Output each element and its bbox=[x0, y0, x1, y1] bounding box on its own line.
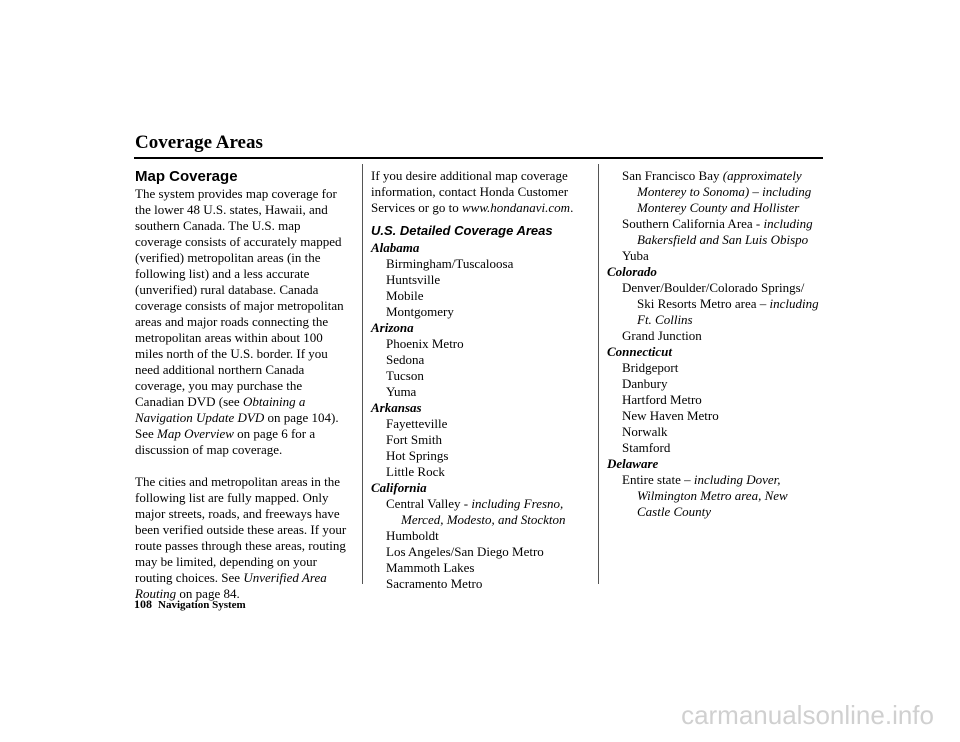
title-rule bbox=[134, 157, 823, 159]
left-column bbox=[135, 168, 350, 602]
page-number: 108 bbox=[134, 597, 152, 611]
city-item: Mammoth Lakes bbox=[386, 560, 475, 575]
state-delaware: Delaware bbox=[607, 456, 659, 471]
p1-mid: on page 104). See bbox=[135, 410, 339, 441]
city-item: Yuma bbox=[386, 384, 417, 399]
watermark-text: carmanualsonline.info bbox=[681, 700, 934, 730]
city-item: Sedona bbox=[386, 352, 425, 367]
denver-label: Denver/Boulder/Colorado Springs/ Ski Resorts Metro area bbox=[622, 280, 805, 311]
entire-state-label: Entire state bbox=[622, 472, 685, 487]
p1-text: The system provides map coverage for the lower 48 U.S. states, Hawaii, and southern Canada. The U.S. map coverage consists of accurately mapped (verified) metropolitan areas (in the following list) and a less accurate (unverified) rural database. Canada coverage consists of major metropolitan areas and major roads connecting the metropolitan areas within about 100 miles north of the U.S. border. If you need additional northern Canada coverage, you may purchase the Canadian DVD (see bbox=[135, 186, 344, 409]
us-coverage-heading: U.S. Detailed Coverage Areas bbox=[371, 223, 553, 238]
socal-label: Southern California Area - bbox=[622, 216, 764, 231]
state-arizona: Arizona bbox=[371, 320, 414, 335]
city-item: Huntsville bbox=[386, 272, 441, 287]
state-colorado: Colorado bbox=[607, 264, 657, 279]
city-item: Mobile bbox=[386, 288, 424, 303]
p2-ref-unverified-routing: Unverified Area Routing bbox=[135, 570, 327, 601]
city-item: Danbury bbox=[622, 376, 668, 391]
footer-label: Navigation System bbox=[158, 599, 246, 611]
city-item: Bridgeport bbox=[622, 360, 679, 375]
central-valley-detail: including Fresno, Merced, Modesto, and Stockton bbox=[401, 496, 566, 527]
city-item-socal bbox=[607, 216, 822, 248]
city-item: Stamford bbox=[622, 440, 671, 455]
city-item: Sacramento Metro bbox=[386, 576, 483, 591]
column-divider-2 bbox=[598, 164, 599, 584]
sf-bay-label: San Francisco Bay bbox=[622, 168, 723, 183]
sf-bay-detail: (approximately Monterey to Sonoma) – including Monterey County and Hollister bbox=[637, 168, 812, 215]
city-item-denver bbox=[607, 280, 822, 328]
page-title: Coverage Areas bbox=[135, 132, 263, 153]
p1-end: on page 6 for a discussion of map coverage. bbox=[135, 426, 316, 457]
state-california: California bbox=[371, 480, 427, 495]
map-coverage-paragraph-2 bbox=[135, 474, 350, 602]
city-item: Phoenix Metro bbox=[386, 336, 464, 351]
contact-text: If you desire additional map coverage information, contact Honda Customer Services or go to bbox=[371, 168, 569, 215]
page-footer bbox=[134, 597, 246, 612]
map-coverage-heading: Map Coverage bbox=[135, 168, 238, 185]
city-item: Little Rock bbox=[386, 464, 445, 479]
state-arkansas: Arkansas bbox=[371, 400, 422, 415]
state-alabama: Alabama bbox=[371, 240, 420, 255]
p1-ref-obtaining-update: Obtaining a Navigation Update DVD bbox=[135, 394, 306, 425]
city-item: Fort Smith bbox=[386, 432, 442, 447]
city-item-sf-bay bbox=[607, 168, 822, 216]
paragraph-gap bbox=[135, 458, 350, 474]
middle-column bbox=[371, 168, 586, 592]
p2-end: on page 84. bbox=[176, 586, 240, 601]
map-coverage-paragraph-1 bbox=[135, 186, 350, 458]
p2-text: The cities and metropolitan areas in the following list are fully mapped. Only major streets, roads, and freeways have been verified outside these areas. If your route passes through these areas, routing may be limited, depending on your routing choices. See bbox=[135, 474, 347, 585]
right-column bbox=[607, 168, 822, 520]
city-item: Montgomery bbox=[386, 304, 454, 319]
hondanavi-link: www.hondanavi.com bbox=[461, 200, 571, 215]
city-item-yuba: Yuba bbox=[622, 248, 649, 263]
city-item: New Haven Metro bbox=[622, 408, 719, 423]
city-item-entire-state bbox=[607, 472, 822, 520]
city-item: Hartford Metro bbox=[622, 392, 702, 407]
denver-detail: – including Ft. Collins bbox=[637, 296, 819, 327]
central-valley-label: Central Valley - bbox=[386, 496, 472, 511]
city-item: Los Angeles/San Diego Metro bbox=[386, 544, 544, 559]
city-item: Humboldt bbox=[386, 528, 439, 543]
city-item: Grand Junction bbox=[622, 328, 702, 343]
city-item-central-valley bbox=[371, 496, 586, 528]
city-item: Tucson bbox=[386, 368, 424, 383]
column-divider-1 bbox=[362, 164, 363, 584]
city-item: Hot Springs bbox=[386, 448, 449, 463]
contact-paragraph bbox=[371, 168, 586, 216]
p1-ref-map-overview: Map Overview bbox=[157, 426, 234, 441]
city-item: Birmingham/Tuscaloosa bbox=[386, 256, 514, 271]
state-connecticut: Connecticut bbox=[607, 344, 673, 359]
contact-end: . bbox=[570, 200, 574, 215]
entire-state-detail: – including Dover, Wilmington Metro area, New Castle County bbox=[637, 472, 788, 519]
city-item: Fayetteville bbox=[386, 416, 448, 431]
socal-detail: including Bakersfield and San Luis Obispo bbox=[637, 216, 813, 247]
city-item: Norwalk bbox=[622, 424, 668, 439]
